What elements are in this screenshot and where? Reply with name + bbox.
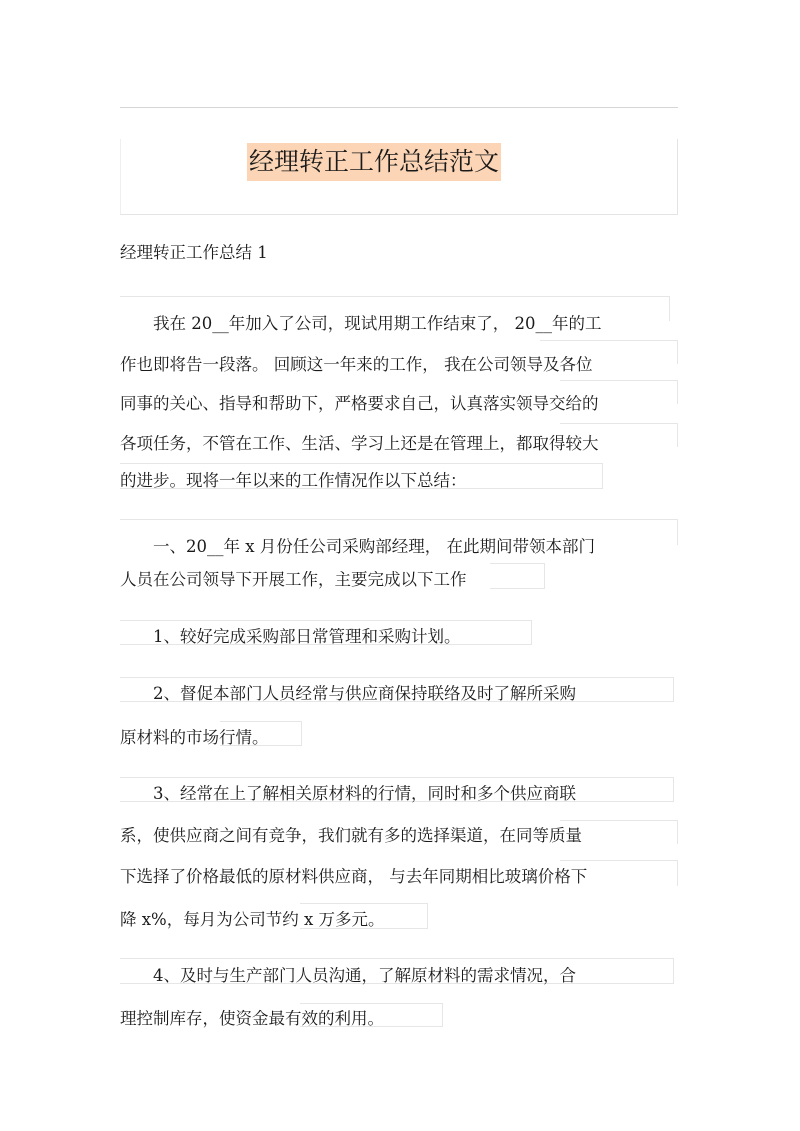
- line-frame: [490, 563, 545, 589]
- paragraph-line: 各项任务，不管在工作、生活、学习上还是在管理上，都取得较大: [120, 434, 599, 453]
- paragraph-line: 作也即将告一段落。 回顾这一年来的工作， 我在公司领导及各位: [120, 355, 593, 374]
- paragraph-line: 同事的关心、指导和帮助下，严格要求自己，认真落实领导交给的: [120, 394, 599, 413]
- paragraph-line: 系，使供应商之间有竞争，我们就有多的选择渠道，在同等质量: [120, 826, 582, 845]
- paragraph-line: 的进步。现将一年以来的工作情况作以下总结：: [120, 471, 467, 490]
- paragraph-line: 我在 20__年加入了公司，现试用期工作结束了， 20__年的工: [120, 314, 602, 333]
- paragraph-line: 2、督促本部门人员经常与供应商保持联络及时了解所采购: [120, 684, 576, 703]
- paragraph-line: 人员在公司领导下开展工作，主要完成以下工作: [120, 570, 467, 589]
- top-rule: [120, 107, 678, 108]
- paragraph-line: 1、较好完成采购部日常管理和采购计划。: [120, 627, 461, 646]
- paragraph-line: 3、经常在上了解相关原材料的行情，同时和多个供应商联: [120, 784, 576, 803]
- section-heading: 经理转正工作总结 1: [120, 243, 268, 262]
- paragraph-line: 原材料的市场行情。: [120, 728, 269, 747]
- paragraph-line: 降 x%，每月为公司节约 x 万多元。: [120, 910, 385, 929]
- page-title: 经理转正工作总结范文: [247, 143, 501, 181]
- paragraph-line: 理控制库存，使资金最有效的利用。: [120, 1009, 384, 1028]
- paragraph-line: 一、20__年 x 月份任公司采购部经理， 在此期间带领本部门: [120, 537, 596, 556]
- paragraph-line: 下选择了价格最低的原材料供应商， 与去年同期相比玻璃价格下: [120, 867, 588, 886]
- paragraph-line: 4、及时与生产部门人员沟通，了解原材料的需求情况，合: [120, 966, 576, 985]
